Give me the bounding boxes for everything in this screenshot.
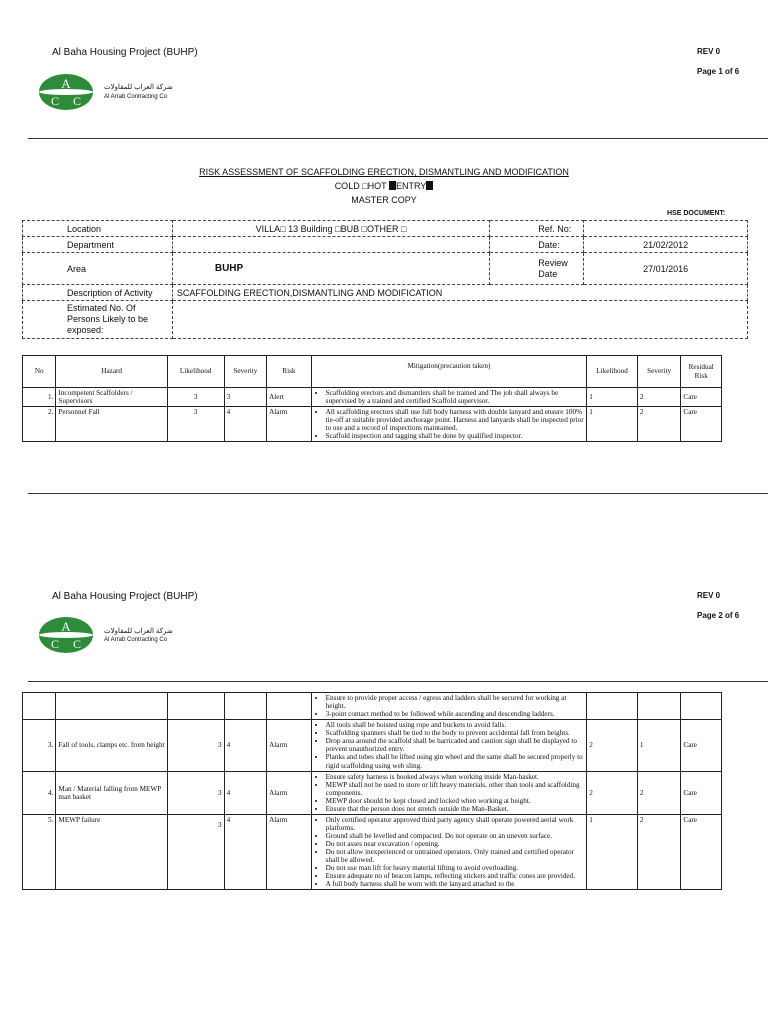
page-number: Page 1 of 6 xyxy=(697,67,740,76)
header-divider-page2 xyxy=(28,681,768,682)
permit-entry: ENTRY xyxy=(395,181,427,191)
table-row xyxy=(23,771,722,814)
mitigation-item: • All scaffolding erectors shall use full body harness with double lanyard and ensure 100% tie-off at suitable provided anchorage point. Harness and lanyards shall be inspected prior to use and a record of inspections maintained. xyxy=(326,408,585,432)
row-severity-residual: 2 xyxy=(637,814,681,890)
mitigation-item: • All tools shall be hoisted using rope and buckets to avoid falls. xyxy=(326,721,585,729)
row-hazard: Fall of tools, clamps etc. from height xyxy=(56,720,167,771)
row-likelihood: 3 xyxy=(167,388,224,407)
row-mitigation xyxy=(311,720,587,771)
row-residual-risk: Care xyxy=(681,771,722,814)
col-no: No xyxy=(23,356,56,388)
row-hazard: Man / Material falling from MEWP man basket xyxy=(56,771,167,814)
master-copy: MASTER COPY xyxy=(351,195,417,205)
row-severity-residual: 1 xyxy=(637,720,681,771)
row-no: 4. xyxy=(23,771,56,814)
mitigation-item: • Only certified operator approved third party agency shall operate powered aerial work platforms. xyxy=(326,816,585,832)
row-severity: 4 xyxy=(224,814,267,890)
permit-type-line xyxy=(0,181,768,191)
row-hazard: Incompetent Scaffolders / Supervisors xyxy=(56,388,167,407)
row-no: 1. xyxy=(23,388,56,407)
risk-table-page2 xyxy=(22,692,722,890)
info-table xyxy=(22,220,748,339)
info-row-persons xyxy=(23,301,748,339)
row-severity-residual: 2 xyxy=(637,388,681,407)
row-residual-risk: Care xyxy=(681,814,722,890)
row-likelihood-residual: 1 xyxy=(587,388,638,407)
row-residual-risk: Care xyxy=(681,720,722,771)
page1-footer-divider xyxy=(28,493,768,494)
header-divider xyxy=(28,138,768,139)
entry-checkbox xyxy=(426,181,433,190)
document-title-text: RISK ASSESSMENT OF SCAFFOLDING ERECTION, DISMANTLING AND MODIFICATION xyxy=(199,167,569,177)
date-label: Date: xyxy=(490,237,584,253)
col-hazard: Hazard xyxy=(56,356,167,388)
company-logo-page2 xyxy=(38,615,94,660)
department-label: Department xyxy=(23,237,173,253)
row-severity: 4 xyxy=(224,771,267,814)
row-mitigation xyxy=(311,814,587,890)
row-likelihood: 3 xyxy=(167,407,224,442)
mitigation-item: • Ground shall be levelled and compacted. Do not operate on an uneven surface. xyxy=(326,832,585,840)
mitigation-item: • Planks and tubes shall be lifted using gin wheel and the same shall be secured properly to rigid scaffolding using web sling. xyxy=(326,753,585,769)
row-likelihood: 3 xyxy=(167,814,224,890)
row-severity: 3 xyxy=(224,388,267,407)
row-hazard: Personnel Fall xyxy=(56,407,167,442)
ref-value xyxy=(584,221,748,237)
row-severity-residual: 2 xyxy=(637,771,681,814)
row-likelihood: 3 xyxy=(167,771,224,814)
row-no: 3. xyxy=(23,720,56,771)
mitigation-item: • Do not use man lift for heavy material lifting to avoid overloading. xyxy=(326,864,585,872)
info-row-location xyxy=(23,221,748,237)
table-row xyxy=(23,407,722,442)
mitigation-item: • MEWP door should be kept closed and locked when working at height. xyxy=(326,797,585,805)
row-mitigation xyxy=(311,693,587,720)
row-residual-risk: Care xyxy=(681,388,722,407)
hot-checkbox xyxy=(389,181,396,190)
row-hazard: MEWP failure xyxy=(56,814,167,890)
revision-label: REV 0 xyxy=(697,47,721,56)
col-likelihood: Likelihood xyxy=(167,356,224,388)
area-value: BUHP xyxy=(172,253,489,285)
col-likelihood-residual: Likelihood xyxy=(587,356,638,388)
table-row xyxy=(23,693,722,720)
svg-text:A: A xyxy=(61,76,71,91)
area-label: Area xyxy=(23,253,173,285)
row-residual-risk: Care xyxy=(681,407,722,442)
row-likelihood-residual: 1 xyxy=(587,814,638,890)
risk-table-header xyxy=(23,356,722,388)
svg-text:C: C xyxy=(72,637,82,651)
col-residual-risk: Residual Risk xyxy=(681,356,722,388)
col-severity-residual: Severity xyxy=(637,356,681,388)
review-date-label: Review Date xyxy=(490,253,584,285)
mitigation-item: • Scaffolding spanners shall be tied to the body to prevent accidental fall from heights. xyxy=(326,729,585,737)
risk-table-page1 xyxy=(22,355,722,442)
document-title xyxy=(0,167,768,177)
project-title: Al Baha Housing Project (BUHP) xyxy=(52,47,198,58)
activity-label: Description of Activity xyxy=(23,285,173,301)
row-severity-residual: 2 xyxy=(637,407,681,442)
company-name-arabic-page2: شركة العراب للمقاولات xyxy=(104,628,173,635)
info-row-area xyxy=(23,253,748,285)
company-name-arabic: شركة العراب للمقاولات xyxy=(104,84,173,91)
mitigation-item: • Ensure adequate no of beacon lamps, reflecting stickers and traffic cones are provided. xyxy=(326,872,585,880)
mitigation-item: • Do not asses near excavation / opening. xyxy=(326,840,585,848)
row-likelihood-residual: 2 xyxy=(587,720,638,771)
info-row-activity xyxy=(23,285,748,301)
row-mitigation xyxy=(311,388,587,407)
mitigation-item: • Do not allow inexperienced or untrained operators. Only trained and certified operator shall be allowed. xyxy=(326,848,585,864)
table-row xyxy=(23,814,722,890)
mitigation-item: • Scaffolding erectors and dismantlers shall be trained and The job shall always be supervised by a trained and certified Scaffold supervisor. xyxy=(326,389,585,405)
persons-value xyxy=(172,301,747,339)
row-severity: 4 xyxy=(224,720,267,771)
row-no: 5. xyxy=(23,814,56,890)
review-date-value: 27/01/2016 xyxy=(584,253,748,285)
table-row xyxy=(23,720,722,771)
row-likelihood-residual: 1 xyxy=(587,407,638,442)
info-row-department xyxy=(23,237,748,253)
ref-label: Ref. No: xyxy=(490,221,584,237)
row-no: 2. xyxy=(23,407,56,442)
company-logo xyxy=(38,72,94,117)
date-value: 21/02/2012 xyxy=(584,237,748,253)
row-risk: Alarm xyxy=(267,407,312,442)
row-likelihood: 3 xyxy=(167,720,224,771)
row-risk: Alarm xyxy=(267,771,312,814)
svg-text:A: A xyxy=(61,619,71,634)
row-mitigation xyxy=(311,407,587,442)
row-severity: 4 xyxy=(224,407,267,442)
mitigation-item: • A full body harness shall be worn with the lanyard attached to the xyxy=(326,880,585,888)
company-name-english: Al Arrab Contracting Co xyxy=(104,94,168,100)
company-name-english-page2: Al Arrab Contracting Co xyxy=(104,637,168,643)
permit-cold-hot: COLD □HOT xyxy=(334,181,389,191)
department-value xyxy=(172,237,489,253)
mitigation-item: • Ensure that the person does not stretch outside the Man-Basket. xyxy=(326,805,585,813)
row-risk: Alarm xyxy=(267,814,312,890)
acc-logo-icon xyxy=(38,72,94,112)
hse-document-label: HSE DOCUMENT: xyxy=(667,210,726,217)
table-row xyxy=(23,388,722,407)
row-likelihood-residual: 2 xyxy=(587,771,638,814)
col-severity: Severity xyxy=(224,356,267,388)
mitigation-item: • Drop area around the scaffold shall be barricaded and caution sign shall be displayed to prevent unauthorized entry. xyxy=(326,737,585,753)
mitigation-item: • Ensure to provide proper access / egress and ladders shall be secured for working at height. xyxy=(326,694,585,710)
row-risk: Alert xyxy=(267,388,312,407)
svg-text:C: C xyxy=(50,94,60,108)
row-mitigation xyxy=(311,771,587,814)
mitigation-item: • 3-point contact method to be followed while ascending and descending ladders. xyxy=(326,710,585,718)
location-label: Location xyxy=(23,221,173,237)
page-number-page2: Page 2 of 6 xyxy=(697,611,740,620)
svg-text:C: C xyxy=(50,637,60,651)
mitigation-item: • Ensure safety harness is hooked always when working inside Man-basket. xyxy=(326,773,585,781)
col-risk: Risk xyxy=(267,356,312,388)
persons-label: Estimated No. Of Persons Likely to be exposed: xyxy=(23,301,173,339)
mitigation-item: • MEWP shall not be used to store or lift heavy materials, other than tools and scaffolding components. xyxy=(326,781,585,797)
svg-text:C: C xyxy=(72,94,82,108)
col-mitigation: Mitigation(precaution taken) xyxy=(311,356,587,388)
revision-label-page2: REV 0 xyxy=(697,591,721,600)
acc-logo-icon xyxy=(38,615,94,655)
activity-value: SCAFFOLDING ERECTION,DISMANTLING AND MODIFICATION xyxy=(172,285,747,301)
mitigation-item: • Scaffold inspection and tagging shall be done by qualified inspector. xyxy=(326,432,585,440)
project-title-page2: Al Baha Housing Project (BUHP) xyxy=(52,591,198,602)
location-value: VILLA□ 13 Building □BUB □OTHER □ xyxy=(172,221,489,237)
row-risk: Alarm xyxy=(267,720,312,771)
